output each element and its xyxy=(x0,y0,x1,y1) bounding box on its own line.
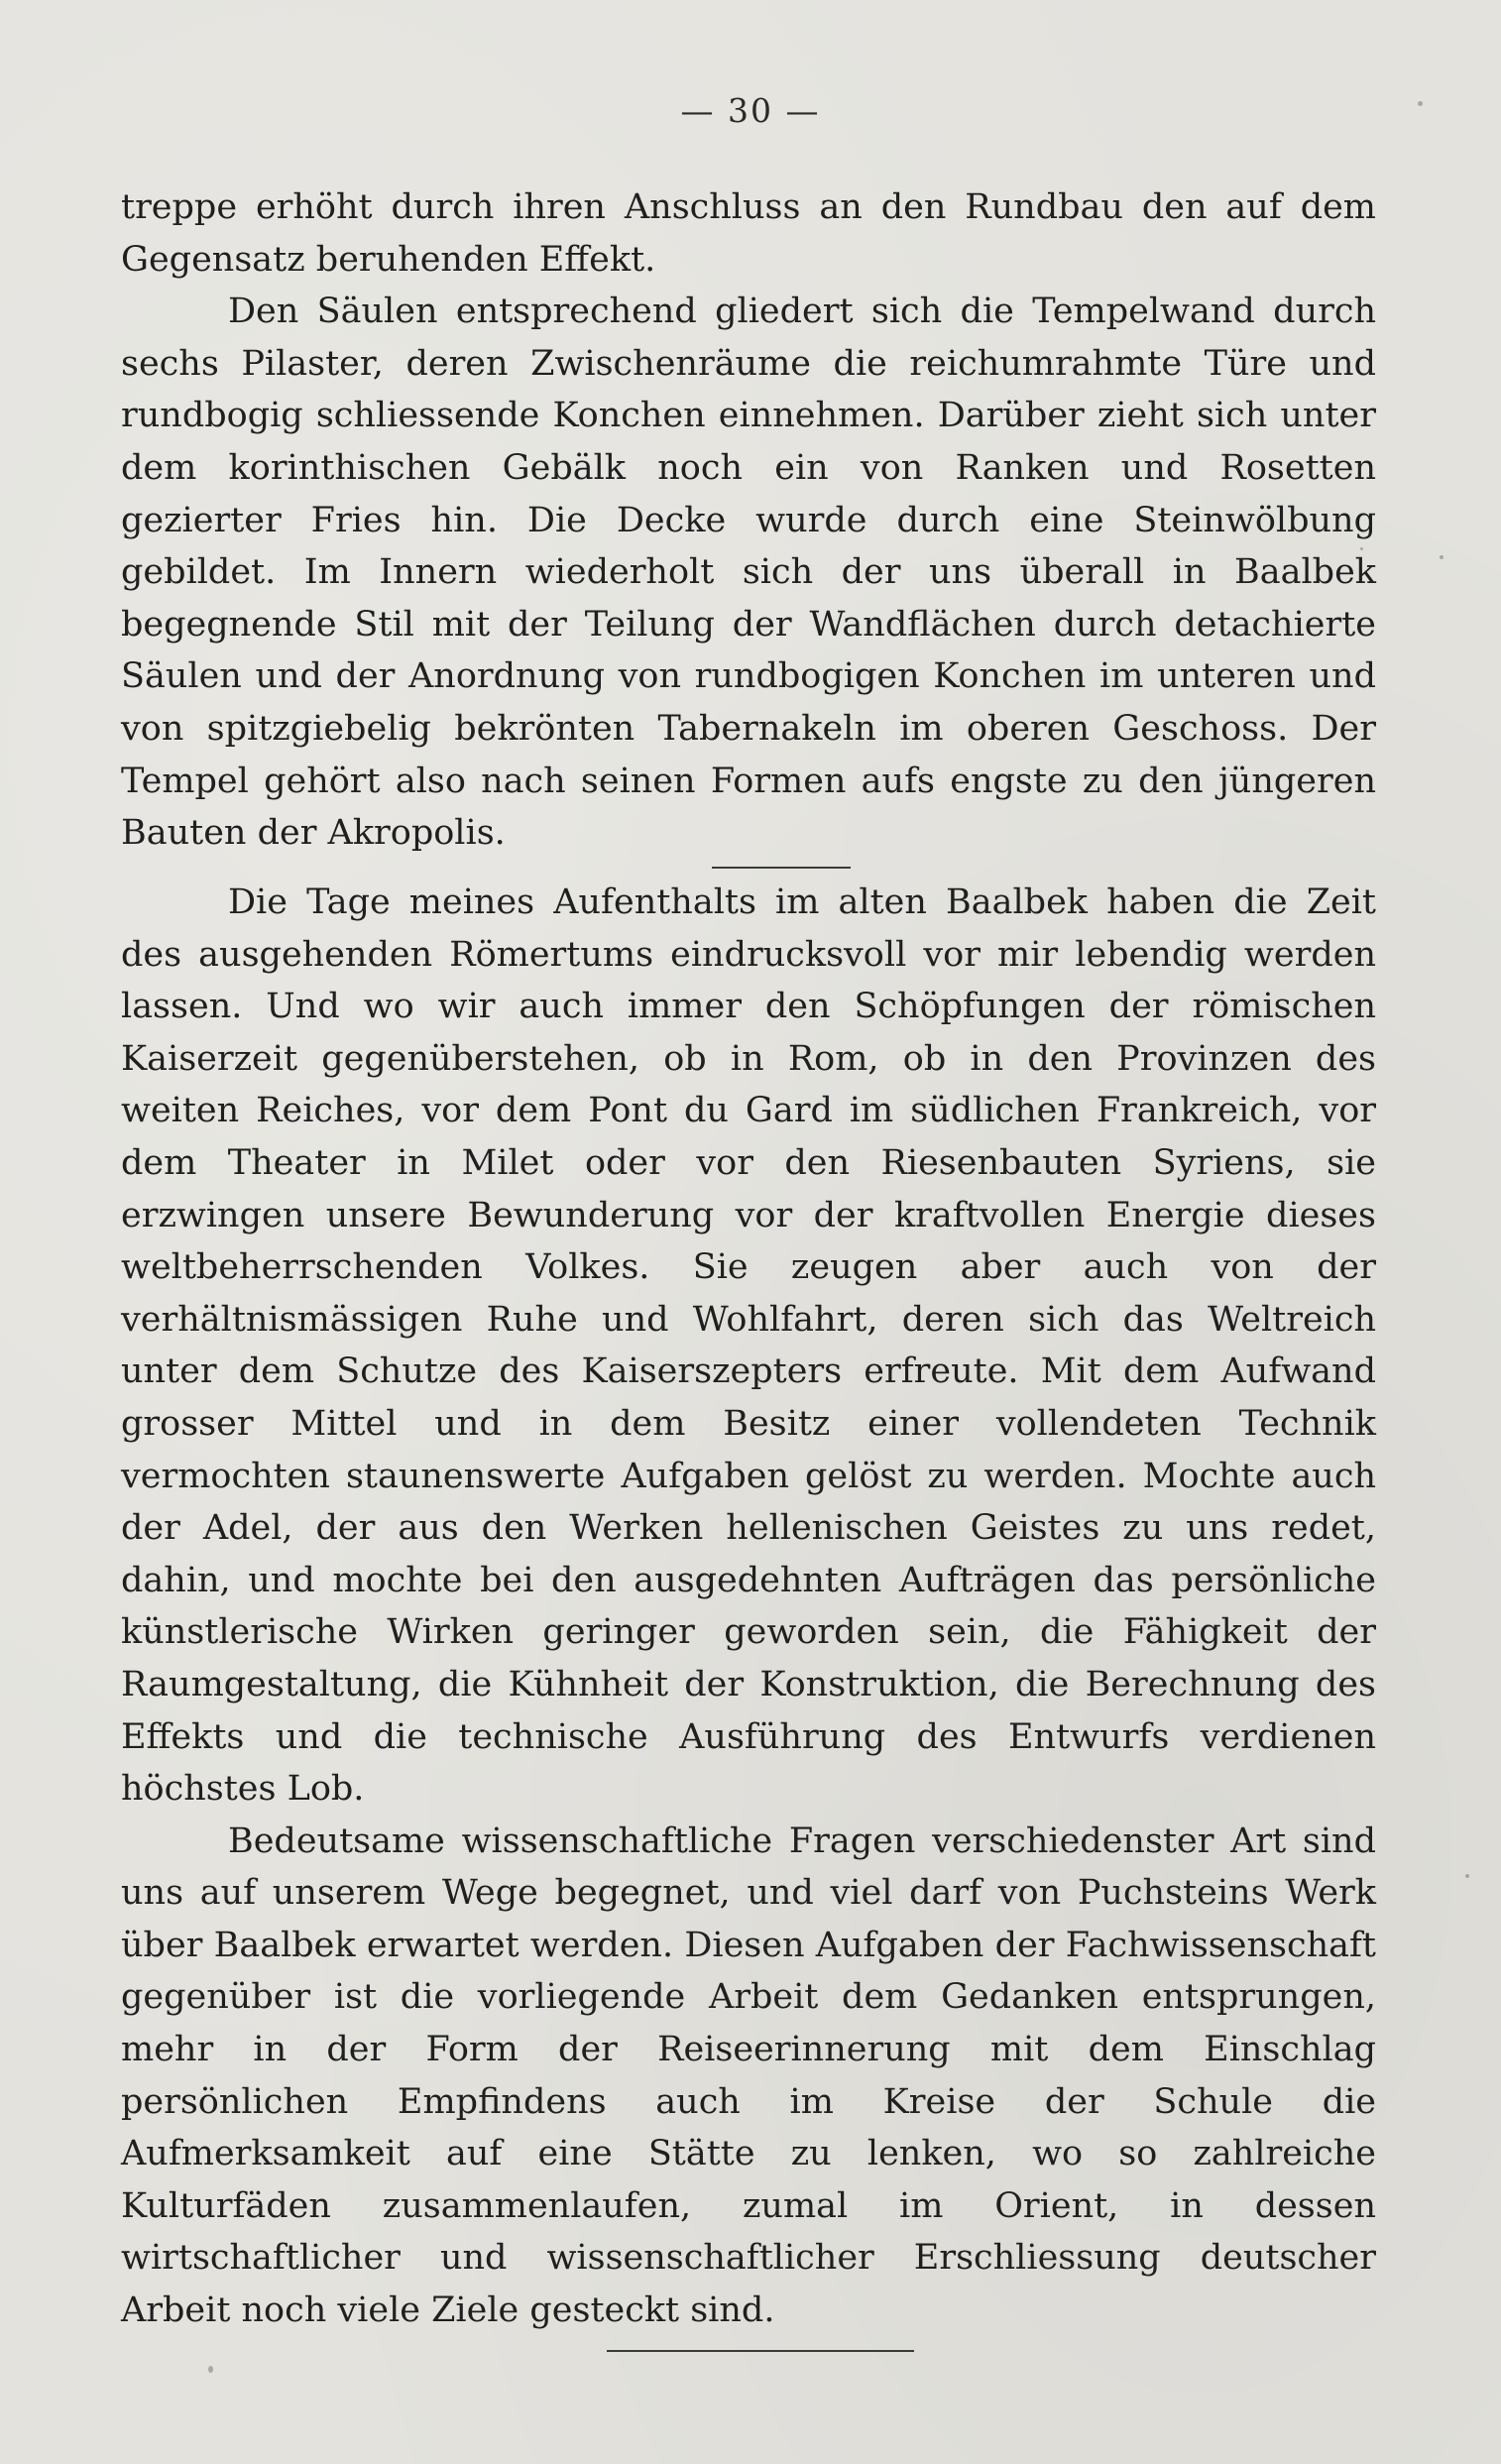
paper-speck xyxy=(1360,547,1363,550)
text-block-lower xyxy=(121,877,1376,2337)
paper-speck xyxy=(1418,101,1423,106)
paragraph-roman-era: Die Tage meines Aufenthalts im alten Baalbek haben die Zeit des ausgehenden Römertums eindrucksvoll vor mir lebendig werden lassen. Und wo wir auch immer den Schöpfungen der römischen Kaiserzeit gegenüberstehen, ob in Rom, ob in den Provinzen des weiten Reiches, vor dem Pont du Gard im südlichen Frankreich, vor dem Theater in Milet oder vor den Riesenbauten Syriens, sie erzwingen unsere Bewunderung vor der kraftvollen Energie dieses weltbeherrschenden Volkes. Sie zeugen aber auch von der verhältnismässigen Ruhe und Wohlfahrt, deren sich das Weltreich unter dem Schutze des Kaiserszepters erfreute. Mit dem Aufwand grosser Mittel und in dem Besitz einer vollendeten Technik vermochten staunenswerte Aufgaben gelöst zu werden. Mochte auch der Adel, der aus den Werken hellenischen Geistes zu uns redet, dahin, und mochte bei den ausgedehnten Aufträgen das persönliche künstlerische Wirken geringer geworden sein, die Fähigkeit der Raumgestaltung, die Kühnheit der Konstruktion, die Berechnung des Effekts und die technische Ausführung des Entwurfs verdienen höchstes Lob. xyxy=(121,882,1376,1810)
paper-speck xyxy=(1440,555,1443,559)
end-divider xyxy=(607,2350,914,2352)
paragraph-temple-wall: Den Säulen entsprechend gliedert sich die Tempelwand durch sechs Pilaster, deren Zwischenräume die reichumrahmte Türe und rundbogig schliessende Konchen einnehmen. Darüber zieht sich unter dem korinthischen Gebälk noch ein von Ranken und Rosetten gezierter Fries hin. Die Decke wurde durch eine Steinwölbung gebildet. Im Innern wiederholt sich der uns überall in Baalbek begegnende Stil mit der Teilung der Wandflächen durch detachierte Säulen und der Anordnung von rundbogigen Konchen im unteren und von spitzgiebelig bekrönten Tabernakeln im oberen Geschoss. Der Tempel gehört also nach seinen Formen aufs engste zu den jüngeren Bauten der Akropolis. xyxy=(121,292,1376,854)
text-block-upper xyxy=(121,181,1376,860)
paragraph-continuation: treppe erhöht durch ihren Anschluss an den Rundbau den auf dem Gegensatz beruhenden Effekt. xyxy=(121,187,1376,280)
section-divider xyxy=(712,867,851,869)
paragraph-scientific-questions: Bedeutsame wissenschaftliche Fragen verschiedenster Art sind uns auf unserem Wege begegnet, und viel darf von Puchsteins Werk über Baalbek erwartet werden. Diesen Aufgaben der Fachwissenschaft gegenüber ist die vorliegende Arbeit dem Gedanken entsprungen, mehr in der Form der Reiseerinnerung mit dem Einschlag persönlichen Empfindens auch im Kreise der Schule die Aufmerksamkeit auf eine Stätte zu lenken, wo so zahlreiche Kulturfäden zusammenlaufen, zumal im Orient, in dessen wirtschaftlicher und wissenschaftlicher Erschliessung deutscher Arbeit noch viele Ziele gesteckt sind. xyxy=(121,1820,1376,2331)
paper-speck xyxy=(1465,1874,1469,1878)
paper-speck xyxy=(208,2366,213,2373)
page-number: — 30 — xyxy=(680,91,821,130)
